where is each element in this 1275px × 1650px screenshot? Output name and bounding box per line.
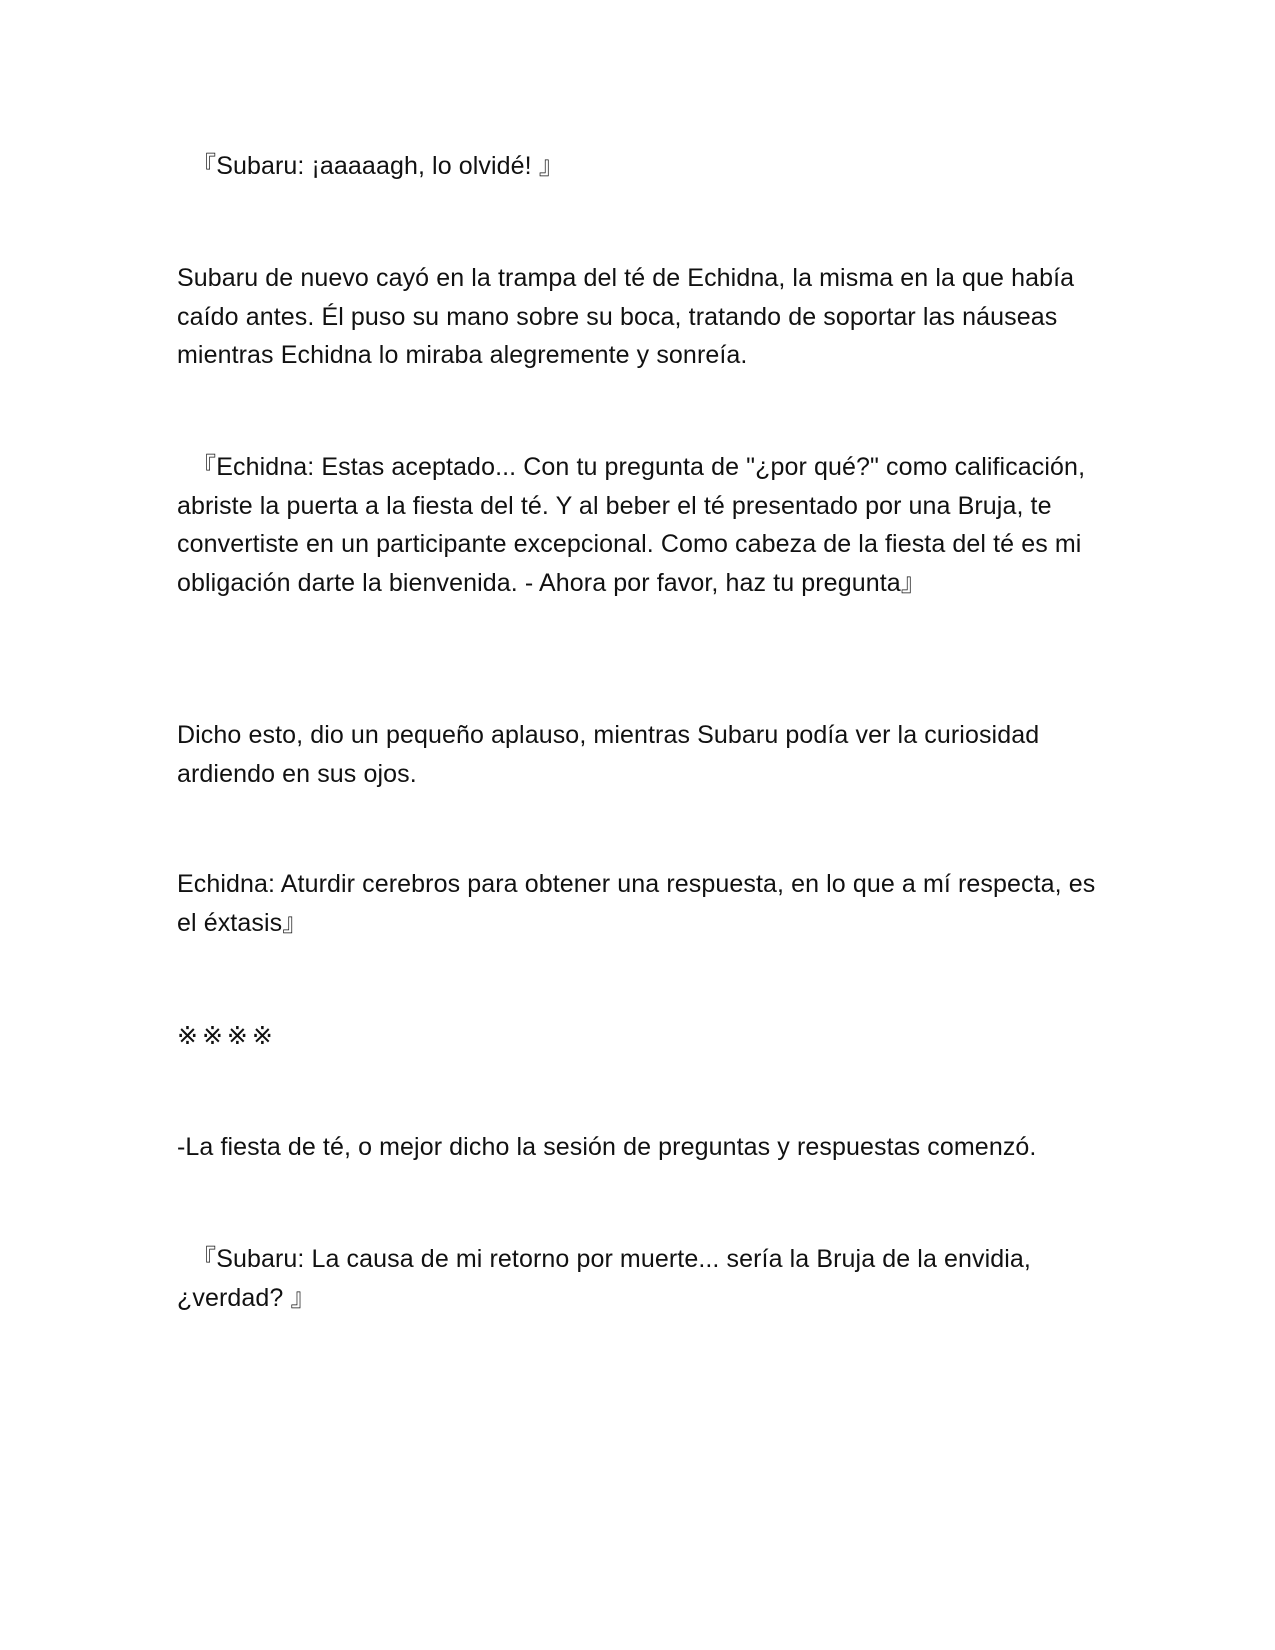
narration-paragraph: -La fiesta de té, o mejor dicho la sesión de preguntas y respuestas comenzó. <box>177 1133 1037 1161</box>
section-separator: ※※※※ <box>177 1022 277 1050</box>
dialogue-paragraph: 『Subaru: La causa de mi retorno por muerte... sería la Bruja de la envidia, ¿verdad? 』 <box>177 1245 1039 1312</box>
dialogue-paragraph: 『Echidna: Estas aceptado... Con tu pregunta de "¿por qué?" como calificación, abriste la puerta a la fiesta del té. Y al beber el té presentado por una Bruja, te convertiste en un participante excepcional. Como cabeza de la fiesta del té es mi obligación darte la bienvenida. - Ahora por favor, haz tu pregunta』 <box>177 453 1093 597</box>
dialogue-paragraph: 『Subaru: ¡aaaaagh, lo olvidé! 』 <box>177 152 564 180</box>
dialogue-paragraph: Echidna: Aturdir cerebros para obtener una respuesta, en lo que a mí respecta, es el éxtasis』 <box>177 870 1103 937</box>
narration-paragraph: Dicho esto, dio un pequeño aplauso, mientras Subaru podía ver la curiosidad ardiendo en sus ojos. <box>177 721 1047 788</box>
narration-paragraph: Subaru de nuevo cayó en la trampa del té de Echidna, la misma en la que había caído antes. Él puso su mano sobre su boca, tratando de soportar las náuseas mientras Echidna lo miraba alegremente y sonreía. <box>177 264 1082 369</box>
